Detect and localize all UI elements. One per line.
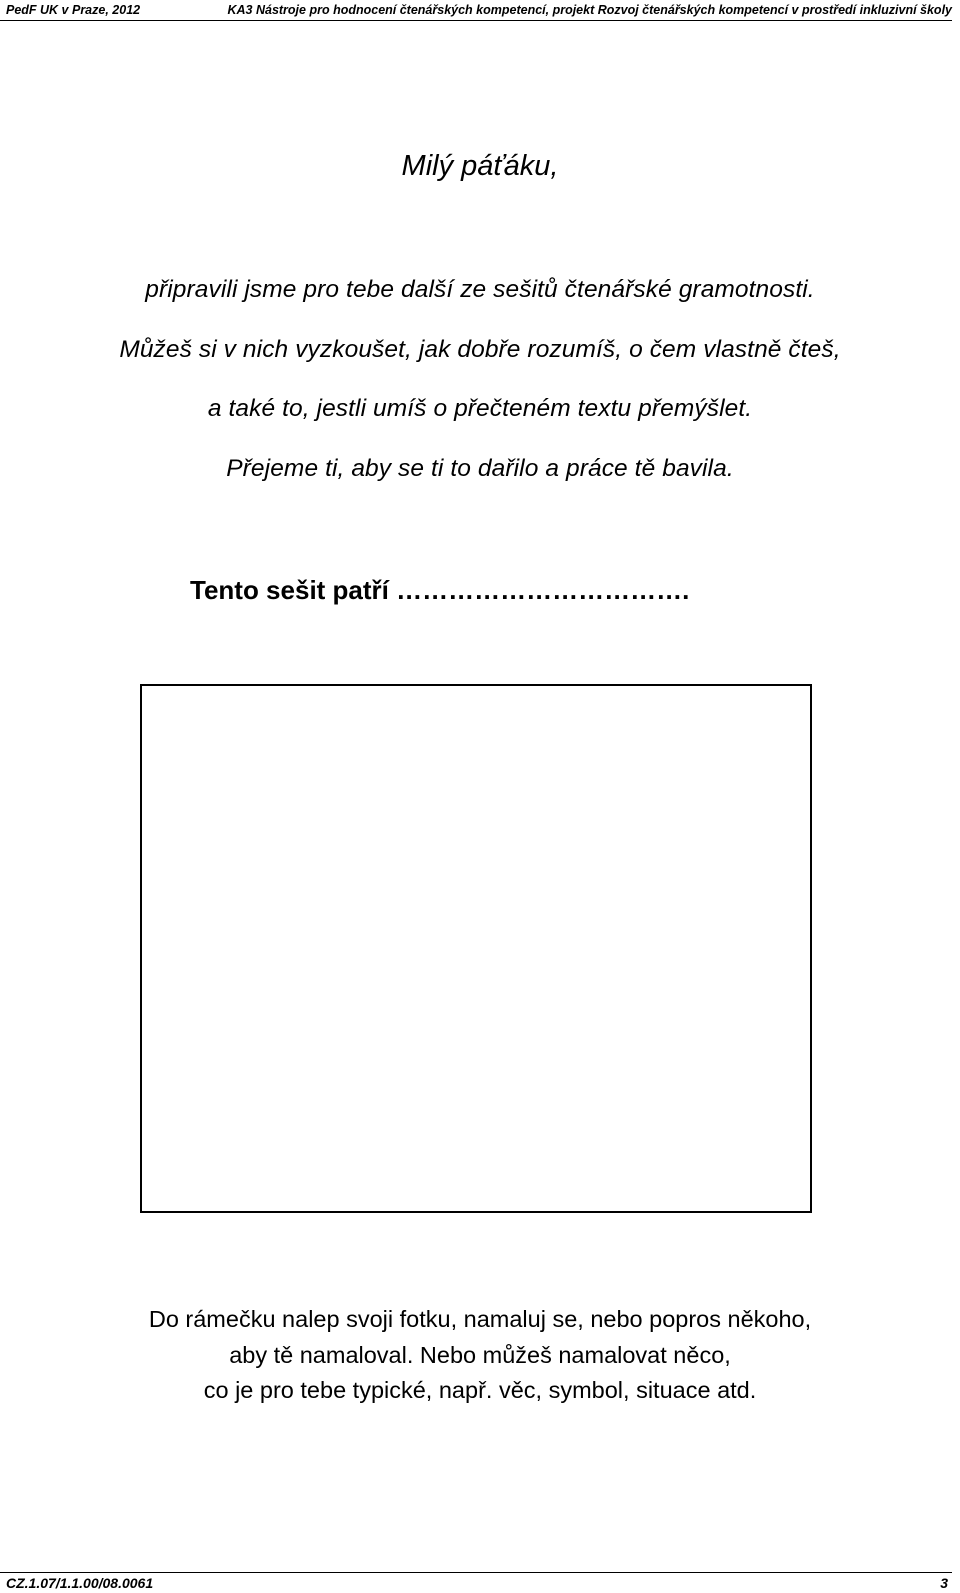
greeting: Milý páťáku, [401, 150, 559, 182]
intro-line: Přejeme ti, aby se ti to dařilo a práce tě bavila. [226, 454, 734, 482]
intro-text [0, 260, 960, 498]
page-number: 3 [940, 1575, 948, 1591]
instruction-line: Do rámečku nalep svoji fotku, namaluj se, nebo popros někoho, [148, 1306, 812, 1332]
page-footer [0, 1572, 952, 1593]
photo-frame [140, 684, 812, 1213]
intro-line: Můžeš si v nich vyzkoušet, jak dobře rozumíš, o čem vlastně čteš, [119, 335, 841, 363]
header-institution: PedF UK v Praze, 2012 [6, 3, 141, 17]
instruction-line: co je pro tebe typické, např. věc, symbol, situace atd. [203, 1377, 757, 1403]
instructions-text [0, 1302, 960, 1409]
intro-line: a také to, jestli umíš o přečteném textu přemýšlet. [207, 395, 753, 422]
project-code: CZ.1.07/1.1.00/08.0061 [6, 1575, 154, 1591]
header-project-title: KA3 Nástroje pro hodnocení čtenářských kompetencí, projekt Rozvoj čtenářských kompetencí v prostředí inkluzivní školy [227, 3, 952, 17]
intro-line: připravili jsme pro tebe další ze sešitů čtenářské gramotnosti. [145, 276, 815, 303]
page-header [0, 0, 952, 21]
owner-label: Tento sešit patří ……………………………. [190, 575, 690, 605]
instruction-line: aby tě namaloval. Nebo můžeš namalovat něco, [229, 1341, 731, 1368]
